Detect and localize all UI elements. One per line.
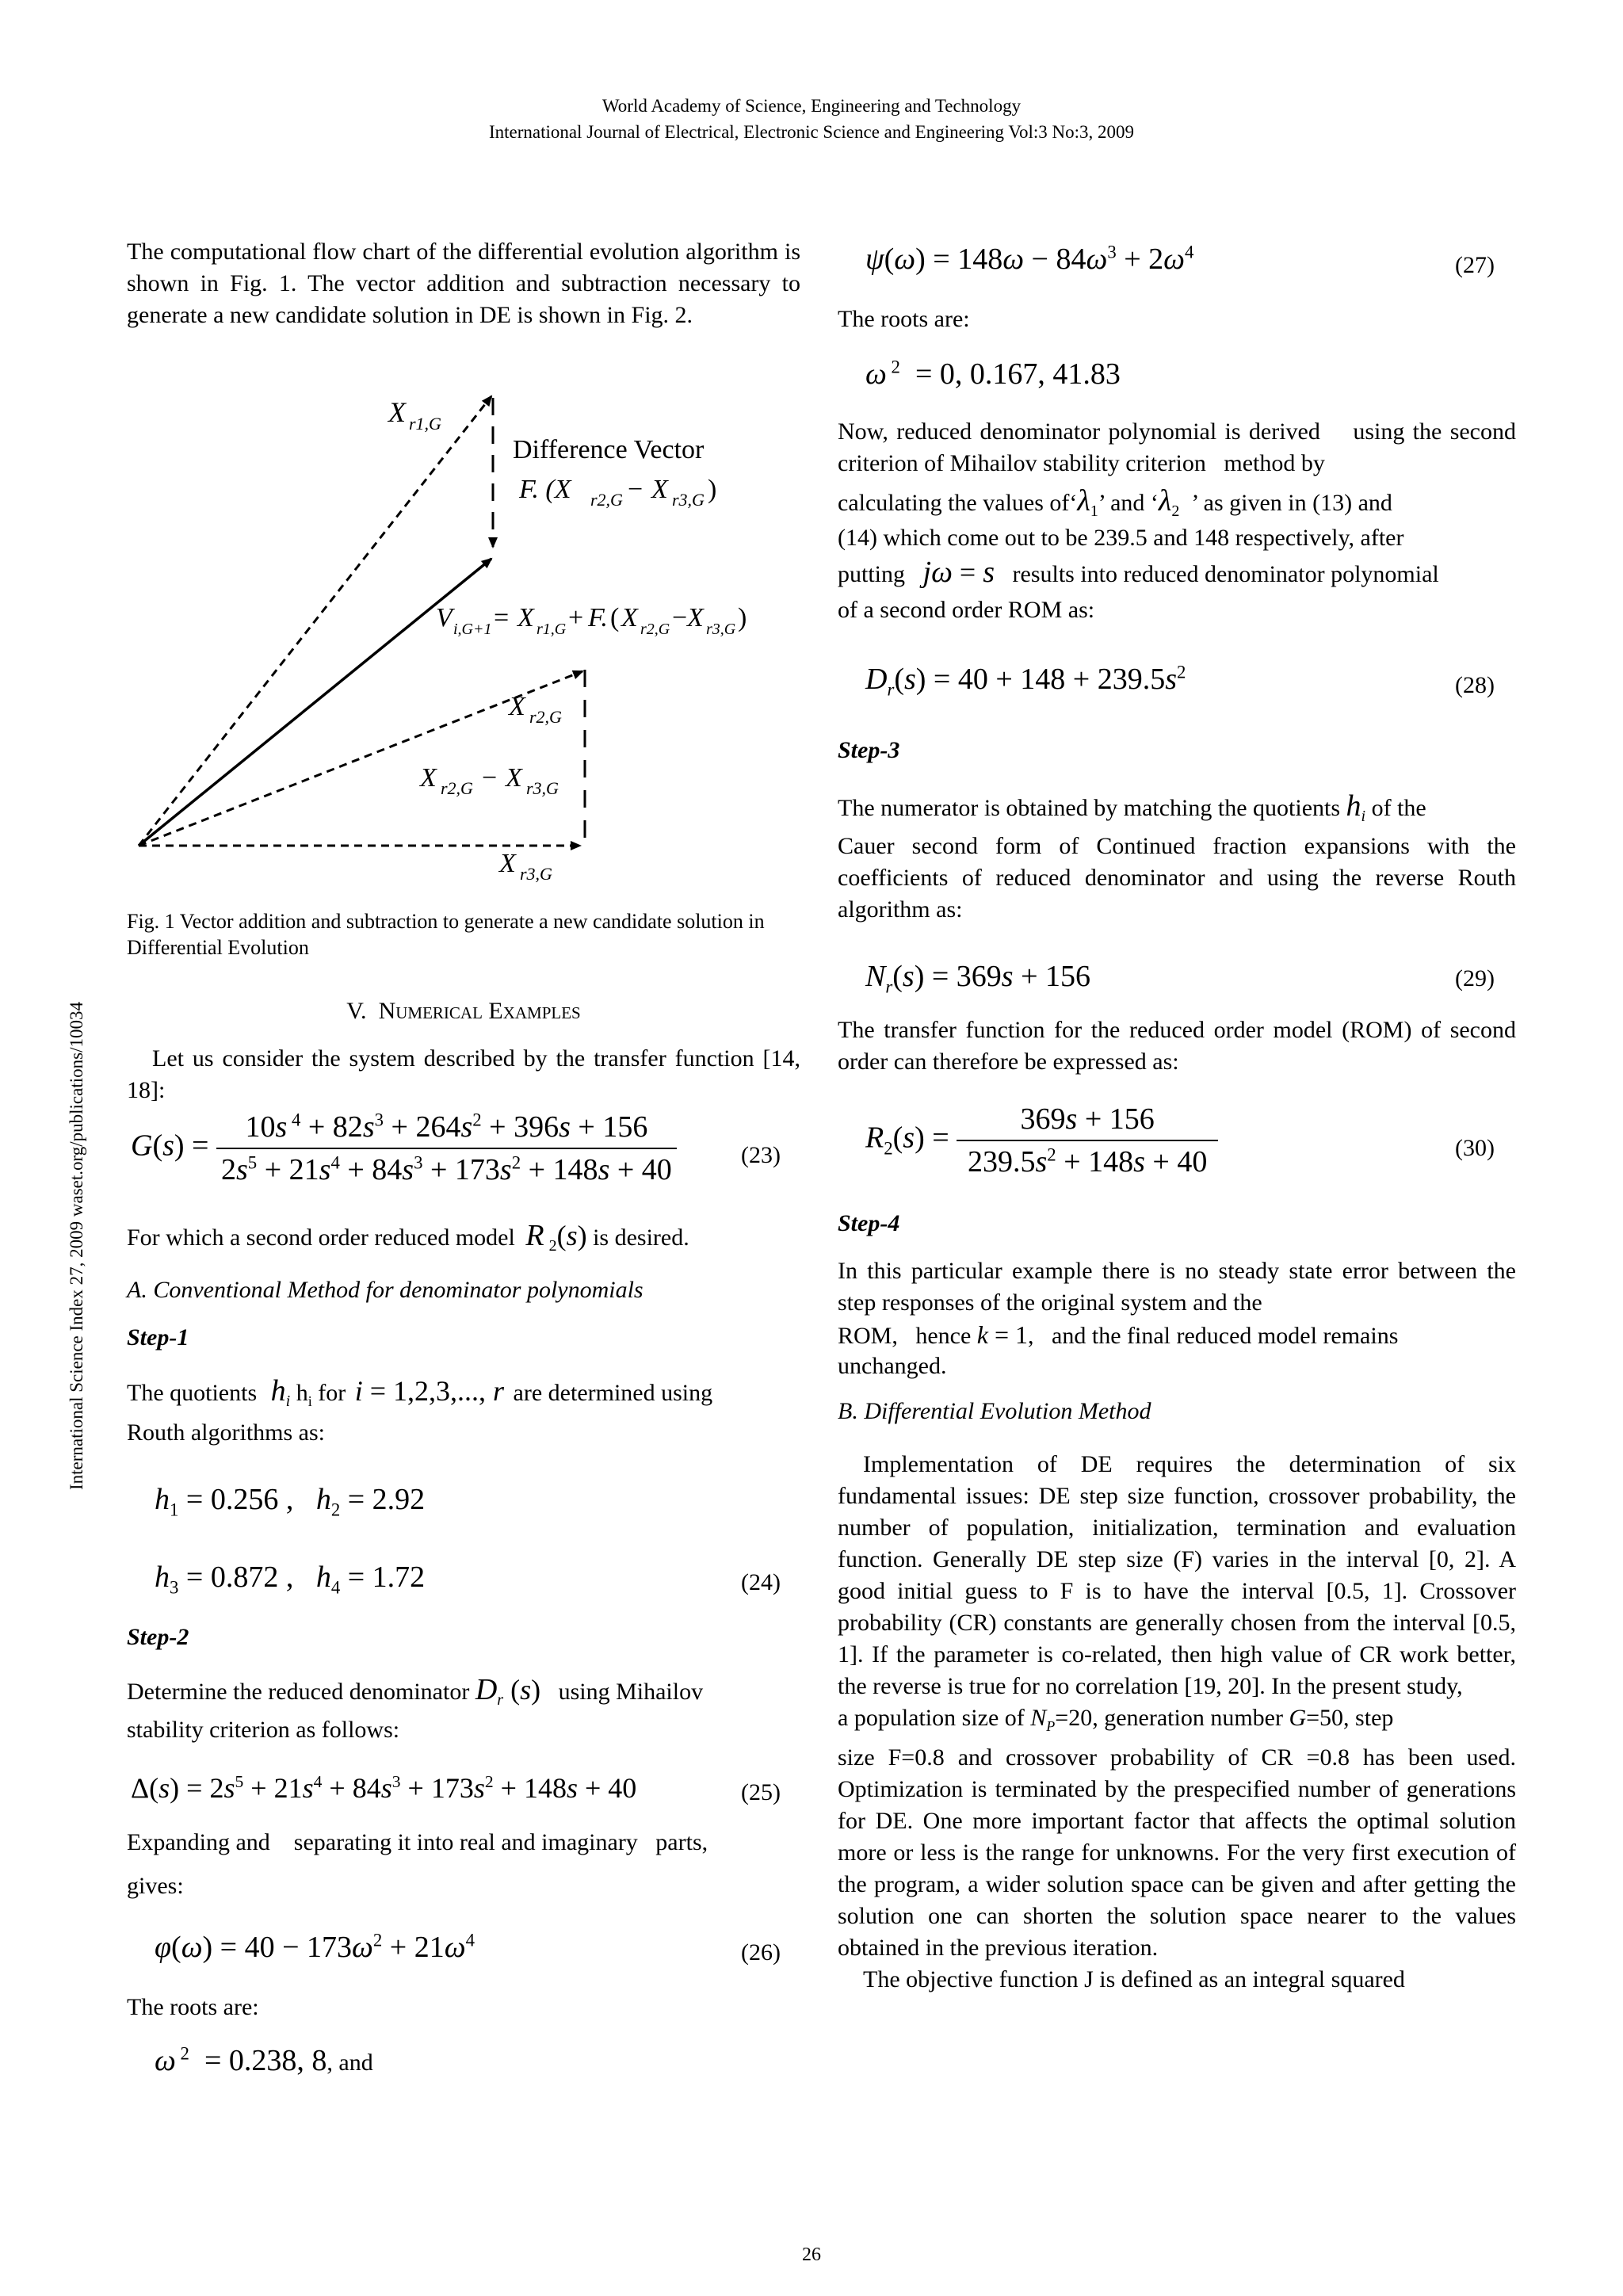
page-number: 26	[802, 2244, 821, 2265]
particular-paragraph-3: unchanged.	[838, 1353, 947, 1379]
svg-text:(: (	[610, 603, 620, 632]
svg-text:r2,G: r2,G	[441, 778, 473, 798]
label-f-term: F. (X	[519, 475, 571, 504]
svg-text:−: −	[672, 603, 688, 632]
svg-text:r3,G: r3,G	[672, 490, 705, 510]
svg-text:): )	[708, 475, 717, 504]
expanding-line: Expanding and separating it into real and imaginary parts,	[127, 1829, 708, 1855]
equation-omega-roots-1: ω $^2$ = 0.238, 8, and	[155, 2043, 373, 2077]
equation-h1-h2: $h_1 = 0.256$ , $h_2 = 2.92$	[155, 1483, 426, 1520]
now-paragraph-2: calculating the values $of‘\lambda_1$’ and ‘$\lambda_2$ ’ as given in (13) and	[838, 484, 1392, 520]
label-v-equation: V	[436, 603, 453, 632]
equation-30: $R_2(s)$ = $\frac{369s + 156}{239.5s^2 + 148s + 40}$	[865, 1102, 1218, 1179]
journal-header-line2: International Journal of Electrical, Electronic Science and Engineering Vol:3 No:3, 2009	[488, 122, 1135, 142]
equation-28-number: (28)	[1455, 672, 1495, 698]
now-paragraph-4: putting jω = s results into reduced denominator polynomial	[838, 556, 1439, 589]
svg-text:r2,G: r2,G	[590, 490, 623, 510]
svg-text:X: X	[517, 603, 534, 632]
label-xr1: X	[388, 396, 406, 428]
svg-text:r3,G: r3,G	[706, 621, 736, 638]
svg-text:−: −	[628, 475, 643, 504]
equation-27: $\psi(\omega) = 148\omega - 84\omega^3 + 2\omega^4$	[865, 242, 1194, 276]
particular-paragraph-2: ROM, hence k = 1, and the final reduced model remains	[838, 1320, 1399, 1349]
numerator-line: The numerator is obtained by matching the quotients $h_i$ of the	[838, 789, 1426, 825]
stability-line: stability criterion as follows:	[127, 1717, 400, 1743]
svg-text:X: X	[687, 603, 704, 632]
vector-v	[139, 559, 491, 846]
svg-text:=: =	[494, 603, 510, 632]
svg-text:X: X	[506, 763, 522, 793]
figure-caption: Fig. 1 Vector addition and subtraction to generate a new candidate solution in Differential Evolution	[127, 910, 765, 959]
gives-line: gives:	[127, 1873, 184, 1899]
particular-paragraph-1: In this particular example there is no steady state error between the step responses of the original system and the	[838, 1258, 1516, 1316]
svg-text:): )	[738, 603, 747, 632]
svg-text:i,G+1: i,G+1	[453, 621, 492, 638]
step-3-heading: Step-3	[838, 737, 900, 763]
quotients-line: The quotients $h_i$ $h_i$ for i = 1,2,3,..., r are determined using	[127, 1374, 713, 1410]
equation-24-number: (24)	[741, 1569, 781, 1595]
label-xr2-minus-xr3: X	[420, 763, 437, 793]
transfer-paragraph: The transfer function for the reduced order model (ROM) of second order can therefore be expressed as:	[838, 1017, 1516, 1075]
equation-29-number: (29)	[1455, 965, 1495, 991]
routh-line: Routh algorithms as:	[127, 1419, 325, 1446]
svg-text:X: X	[621, 603, 638, 632]
subsection-a-heading: A. Conventional Method for denominator polynomials	[127, 1277, 643, 1303]
step-1-heading: Step-1	[127, 1324, 189, 1350]
svg-text:r2,G: r2,G	[529, 707, 562, 727]
subsection-b-heading: B. Differential Evolution Method	[838, 1398, 1151, 1424]
intro-paragraph: The computational flow chart of the differential evolution algorithm is shown in Fig. 1. The vector addition and subtraction necessary to generate a new candidate solution in DE is shown in Fig. 2.	[127, 239, 800, 328]
equation-25: $\Delta(s) = 2s^5 + 21s^4 + 84s^3 + 173s^2 + 148s + 40$	[131, 1772, 637, 1804]
cauer-paragraph: Cauer second form of Continued fraction expansions with the coefficients of reduced denominator and using the reverse Routh algorithm as:	[838, 833, 1516, 923]
step-4-heading: Step-4	[838, 1210, 900, 1236]
equation-23: G(s) = $\frac{10s ^4 + 82s^3 + 264s^2 + 396s + 156}{2s^5 + 21s^4 + 84s^3 + 173s^2 + 148s + 40}$	[131, 1110, 677, 1187]
implementation-paragraph: Implementation of DE requires the determination of six fundamental issues: DE step size function, crossover probability, the number of population, initialization, termination and evaluation function. Generally DE step size (F) varies in the interval [0, 2]. A good initial guess to F is to have the interval [0.5, 1]. Crossover probability (CR) constants are generally chosen from the interval [0.5, 1]. If the parameter is co-related, then high value of CR work better, the reverse is true for no correlation [19, 20]. In the present study, a population size of $N_P=20$, generation number G=50, step size F=0.8 and crossover probability of CR =0.8 has been used. Optimization is terminated by the prespecified number of generations for DE. One more important factor that affects the optimal solution more or less is the range for unknowns. For the very first execution of the program, a wider solution space can be given and after getting the solution one can shorten the solution space nearer to the values obtained in the previous iteration. The objective function J is defined as an integral squared	[838, 1451, 1516, 1992]
svg-text:r1,G: r1,G	[537, 621, 567, 638]
svg-text:+: +	[568, 603, 584, 632]
svg-text:F.: F.	[588, 603, 608, 632]
equation-28: $D_r(s) = 40 + 148 + 239.5s^2$	[865, 662, 1186, 700]
determine-line: Determine the reduced denominator $D_r$ (s) using Mihailov	[127, 1673, 704, 1709]
now-paragraph-5: of a second order ROM as:	[838, 597, 1095, 623]
equation-27-number: (27)	[1455, 252, 1495, 278]
svg-text:−: −	[482, 763, 498, 793]
vector-diagram	[127, 380, 800, 888]
equation-23-number: (23)	[741, 1142, 781, 1168]
step-2-heading: Step-2	[127, 1624, 189, 1650]
equation-h3-h4: $h_3 = 0.872$ , $h_4 = 1.72$	[155, 1561, 426, 1598]
roots-label-right: The roots are:	[838, 306, 970, 332]
journal-header-line1: World Academy of Science, Engineering and Technology	[601, 96, 1022, 116]
now-paragraph-3: (14) which come out to be 239.5 and 148 respectively, after	[838, 525, 1404, 551]
label-difference-vector: Difference Vector	[513, 435, 705, 464]
svg-text:r3,G: r3,G	[520, 864, 552, 884]
equation-26: $\varphi(\omega) = 40 - 173\omega^2 + 21\omega^4$	[155, 1930, 475, 1964]
consider-paragraph: Let us consider the system described by the transfer function [14, 18]:	[127, 1045, 800, 1103]
label-xr2: X	[509, 692, 525, 721]
equation-26-number: (26)	[741, 1939, 781, 1966]
now-paragraph-1: Now, reduced denominator polynomial is derived using the second criterion of Mihailov stability criterion method by	[838, 418, 1522, 476]
equation-omega-roots-2: ω $^2$ = 0, 0.167, 41.83	[865, 357, 1121, 391]
svg-text:r3,G: r3,G	[526, 778, 559, 798]
equation-29: $N_r(s) = 369s + 156$	[865, 960, 1091, 997]
label-xr3: X	[499, 849, 516, 878]
label-xr1-sub: r1,G	[409, 414, 441, 434]
section-heading: V. Numerical Examples	[346, 998, 581, 1024]
svg-text:X: X	[651, 475, 668, 504]
side-index-text: International Science Index 27, 2009 waset.org/publications/10034	[67, 1002, 86, 1490]
equation-30-number: (30)	[1455, 1135, 1495, 1161]
for-which-line: For which a second order reduced model R $_2$(s) is desired.	[127, 1219, 689, 1255]
roots-label-left: The roots are:	[127, 1994, 259, 2020]
svg-text:r2,G: r2,G	[640, 621, 670, 638]
equation-25-number: (25)	[741, 1779, 781, 1805]
